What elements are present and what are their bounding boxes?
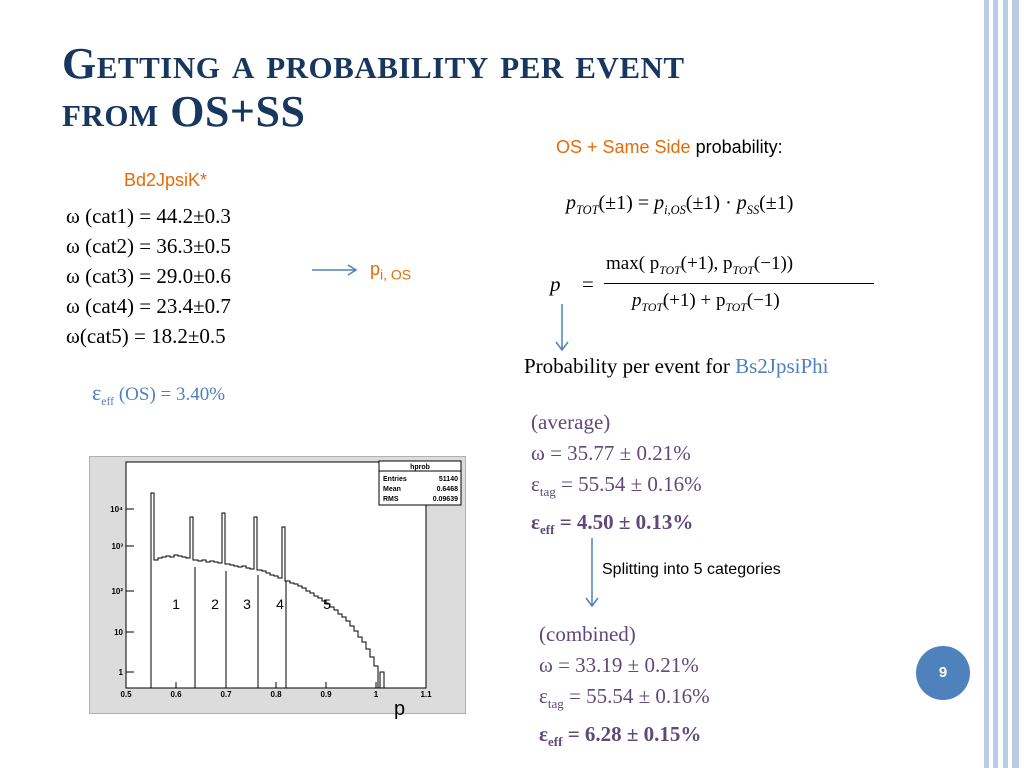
histogram-panel [89,456,466,714]
f1-sub2: i,OS [664,203,686,217]
bd2jpsik-label: Bd2JpsiK* [124,170,208,190]
formula-p-eq: = [582,272,594,296]
average-block [531,407,702,545]
x-tick-3: 0.7 [220,690,232,699]
page-number-badge: 9 [916,646,970,700]
right-rail-4 [1012,0,1019,768]
p-ios-sub: i, OS [380,266,412,283]
x-tick-1: 0.5 [120,690,132,699]
p-ios [370,259,411,283]
stats-entries-val: 51140 [438,476,458,483]
omega-cat2: ω (cat2) = 36.3±0.5 [66,234,231,258]
cat-label-3: 3 [243,596,251,612]
average-eeff-value: = 4.50 ± 0.13% [554,510,694,535]
combined-etag-value: = 55.54 ± 0.16% [563,684,710,708]
f2-den-sub1: TOT [641,300,663,314]
combined-etag-sym: ε [539,684,548,708]
f1-sub1: TOT [576,203,599,217]
os-ss-colored: OS + Same Side [556,137,691,157]
f2-den: p [632,290,642,311]
average-label: (average) [531,410,611,434]
average-etag-sym: ε [531,472,540,496]
combined-etag-sub: tag [547,696,564,712]
arrow-down-1 [552,304,572,354]
stats-mean-val: 0.6468 [436,486,458,493]
y-tick-4: 10 [114,628,123,637]
histogram-plot [90,457,465,713]
f2-num-sub1: TOT [659,263,681,277]
stats-mean-key: Mean [383,486,401,493]
combined-eeff [539,719,710,757]
omega-cat5: ω(cat5) = 18.2±0.5 [66,324,226,348]
f2-num-sub2: TOT [732,263,754,277]
y-tick-1: 10⁴ [110,505,123,514]
f1-p2: p [654,192,665,214]
arrow-to-pios [310,262,360,278]
f2-den-mid: (+1) + p [662,290,726,311]
f2-lhs: p [550,272,561,296]
f1-arg2: (±1) · [685,192,737,214]
title-from: from [62,87,171,136]
f1-arg3: (±1) [759,192,794,214]
omega-cat4: ω (cat4) = 23.4±0.7 [66,294,231,318]
stats-rms-val: 0.09639 [432,496,458,503]
combined-etag [539,681,710,719]
slide-title [62,40,862,136]
f1-sub3: SS [746,203,760,217]
stats-rms-key: RMS [383,496,399,503]
histogram-x-title: p [394,698,406,720]
eff-os-symbol: ε [92,380,102,405]
average-omega: ω = 35.77 ± 0.21% [531,441,691,465]
os-ss-header [556,137,783,158]
f2-num: max( p [606,253,660,274]
right-rail-2 [993,0,998,768]
p-ios-p: p [370,259,381,279]
right-rail-1 [984,0,989,768]
cat-label-2: 2 [211,596,219,612]
right-rail-3 [1003,0,1008,768]
f2-num-mid: (+1), p [680,253,733,274]
omega-cat3: ω (cat3) = 29.0±0.6 [66,264,231,288]
title-line-2 [62,88,862,136]
bs2jpsiphi: Bs2JpsiPhi [735,354,829,378]
eff-os [92,380,225,409]
combined-block [539,619,710,757]
cat-label-5: 5 [323,596,331,612]
prob-per-event [524,354,828,379]
stats-title: hprob [410,464,430,471]
formula-numerator [606,253,793,278]
average-eeff-sym: ε [531,510,540,535]
f2-num-end: (−1)) [753,253,794,274]
y-tick-3: 10² [111,587,123,596]
x-tick-7: 1.1 [420,690,432,699]
y-tick-2: 10³ [111,542,123,551]
combined-label: (combined) [539,622,636,646]
fraction-bar [604,283,874,284]
average-eeff [531,507,702,545]
combined-eeff-sym: ε [539,722,548,747]
stats-entries-key: Entries [383,476,407,483]
f2-den-sub2: TOT [725,300,747,314]
title-osss: OS+SS [170,87,306,136]
f1-p3: p [736,192,747,214]
average-etag-sub: tag [539,484,556,500]
formula-denominator [632,290,780,315]
arrow-down-2 [582,538,602,610]
eff-os-value: (OS) = 3.40% [114,384,226,405]
x-tick-2: 0.6 [170,690,182,699]
x-tick-4: 0.8 [270,690,282,699]
omega-cat1: ω (cat1) = 44.2±0.3 [66,204,231,228]
y-tick-5: 1 [118,668,123,677]
x-tick-6: 1 [373,690,379,699]
combined-omega: ω = 33.19 ± 0.21% [539,653,699,677]
formula-p-lhs [550,272,561,297]
splitting-label: Splitting into 5 categories [602,561,781,578]
formula-ptot [566,192,793,218]
f1-arg1: (±1) = [598,192,655,214]
eff-os-sub: eff [101,394,115,408]
title-line-1: Getting a probability per event [62,39,685,88]
prob-per-event-text: Probability per event for [524,354,736,378]
average-etag [531,469,702,507]
average-eeff-sub: eff [539,522,555,538]
f2-den-end: (−1) [746,290,780,311]
x-tick-5: 0.9 [320,690,332,699]
average-etag-value: = 55.54 ± 0.16% [555,472,702,496]
os-ss-plain: probability: [690,137,783,157]
cat-label-1: 1 [172,596,180,612]
f1-p: p [566,192,576,214]
combined-eeff-value: = 6.28 ± 0.15% [562,722,702,747]
combined-eeff-sub: eff [547,734,563,750]
cat-label-4: 4 [276,596,284,612]
